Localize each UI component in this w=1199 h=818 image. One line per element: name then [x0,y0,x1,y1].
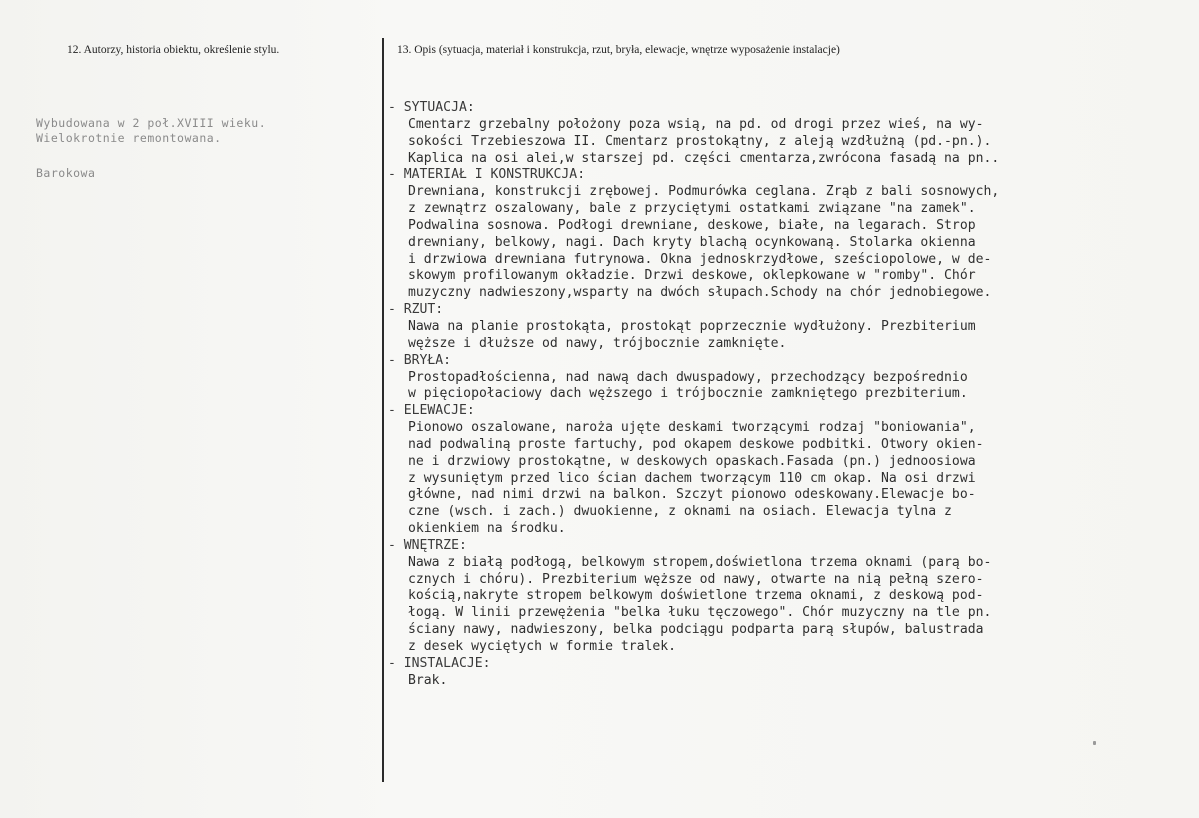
description-line: okienkiem na środku. [408,521,566,537]
history-style-text [36,116,366,181]
section-title-installations: - INSTALACJE: [388,655,491,671]
description-text [388,100,1178,690]
scan-mark [1093,741,1096,745]
description-line: łogą. W linii przewężenia "belka łuku tęczowego". Chór muzyczny na tle pn. [408,605,992,621]
description-line: skowym profilowanym okładzie. Drzwi deskowe, oklepkowane w "romby". Chór [408,268,976,284]
section-title-mass: - BRYŁA: [388,352,452,368]
description-line: ne i drzwiowy prostokątne, w deskowych opaskach.Fasada (pn.) jednoosiowa [408,453,976,469]
description-line: sokości Trzebieszowa II. Cmentarz prostokątny, z aleją wzdłużną (pd.-pn.). [408,133,992,149]
section-title-material: - MATERIAŁ I KONSTRUKCJA: [388,167,586,183]
description-line: Brak. [408,672,448,688]
section-title-plan: - RZUT: [388,302,444,318]
description-line: nad podwaliną proste fartuchy, pod okapem deskowe podbitki. Otwory okien- [408,436,984,452]
description-line: z zewnątrz oszalowany, bale z przyciętymi ostatkami związane "na zamek". [408,201,976,217]
description-line: i drzwiowa drewniana futrynowa. Okna jednoskrzydłowe, sześciopolowe, w de- [408,251,992,267]
description-line: Kaplica na osi alei,w starszej pd. części cmentarza,zwrócona fasadą na pn.. [408,150,1000,166]
description-line: węższe i dłuższe od nawy, trójbocznie zamknięte. [408,335,787,351]
section-13-heading: 13. Opis (sytuacja, materiał i konstrukcja, rzut, bryła, elewacje, wnętrze wyposażenie instalacje) [397,44,840,56]
description-line: cznych i chóru). Prezbiterium węższe od nawy, otwarte na nią pełną szero- [408,571,984,587]
description-line: z wysuniętym przed lico ścian dachem tworzącym 110 cm okap. Na osi drzwi [408,470,976,486]
section-title-elevations: - ELEWACJE: [388,403,475,419]
description-line: ściany nawy, nadwieszony, belka podciągu podparta parą słupów, balustrada [408,622,984,638]
section-12-heading: 12. Autorzy, historia obiektu, określenie stylu. [67,44,280,56]
description-line: Drewniana, konstrukcji zrębowej. Podmurówka ceglana. Zrąb z bali sosnowych, [408,184,1000,200]
style-label: Barokowa [36,166,96,180]
history-line: Wielokrotnie remontowana. [36,131,222,145]
section-title-interior: - WNĘTRZE: [388,537,467,553]
description-line: z desek wyciętych w formie tralek. [408,639,677,654]
description-line: czne (wsch. i zach.) dwuokienne, z oknami na osiach. Elewacja tylna z [408,504,952,520]
description-line: Nawa z białą podłogą, belkowym stropem,doświetlona trzema oknami (parą bo- [408,554,992,570]
description-line: kością,nakryte stropem belkowym doświetlone trzema oknami, z deskową pod- [408,588,984,604]
history-line: Wybudowana w 2 poł.XVIII wieku. [36,116,267,130]
description-line: w pięciopołaciowy dach węższego i trójbocznie zamkniętego prezbiterium. [408,386,968,402]
description-line: główne, nad nimi drzwi na balkon. Szczyt pionowo odeskowany.Elewacje bo- [408,487,976,503]
description-line: muzyczny nadwieszony,wsparty na dwóch słupach.Schody na chór jednobiegowe. [408,285,992,301]
column-divider [382,38,384,782]
description-line: Prostopadłościenna, nad nawą dach dwuspadowy, przechodzący bezpośrednio [408,369,968,385]
description-line: Podwalina sosnowa. Podłogi drewniane, deskowe, białe, na legarach. Strop [408,217,976,233]
section-title-situation: - SYTUACJA: [388,100,475,115]
description-line: Pionowo oszalowane, naroża ujęte deskami tworzącymi rodzaj "boniowania", [408,420,976,436]
description-line: Nawa na planie prostokąta, prostokąt poprzecznie wydłużony. Prezbiterium [408,318,976,334]
description-line: drewniany, belkowy, nagi. Dach kryty blachą ocynkowaną. Stolarka okienna [408,234,976,250]
description-line: Cmentarz grzebalny położony poza wsią, na pd. od drogi przez wieś, na wy- [408,116,984,132]
